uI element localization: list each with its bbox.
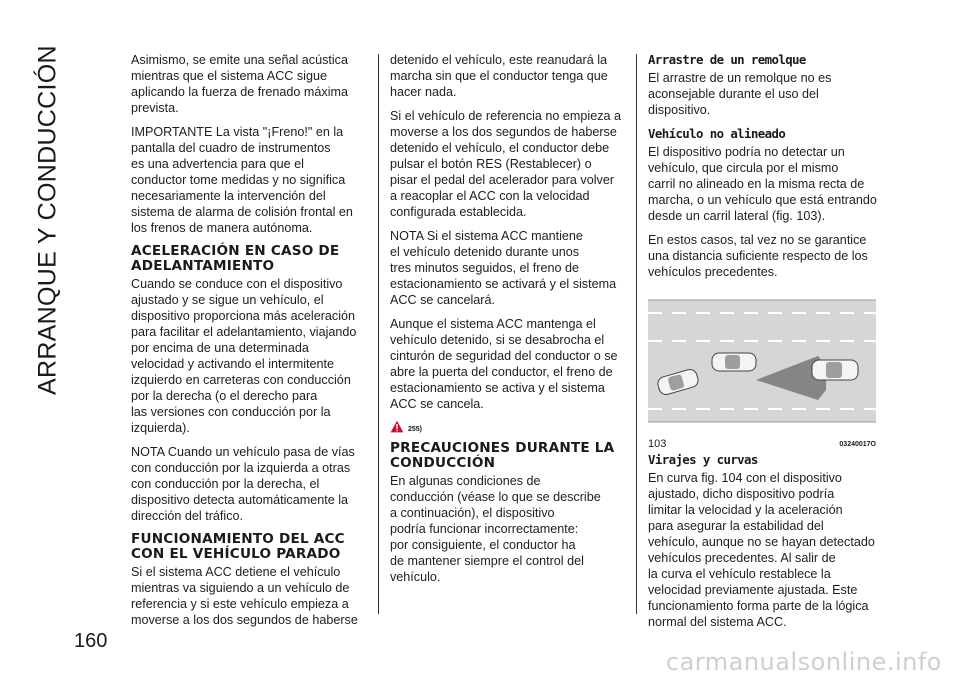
car-middle-icon: [712, 353, 756, 371]
figure-code: 03240017O: [839, 441, 876, 448]
warning-reference: 255): [408, 426, 423, 433]
paragraph: Cuando se conduce con el dispositivo ajustado y se sigue un vehículo, el dispositivo proporciona más aceleración para facilitar el adelantamiento, viajando por encima de una determinada velocidad y activando el intermitente izquierdo en carreteras con conducción por la derecha (o el derecho para las versiones con conducción por la izquierda).: [131, 277, 357, 435]
column-1: [131, 52, 367, 636]
paragraph: Si el vehículo de referencia no empieza a moverse a los dos segundos de haberse detenido el vehículo, el conductor debe pulsar el botón RES (Restablecer) o pisar el pedal del acelerador para volver a reacoplar el ACC con la velocidad configurada establecida.: [390, 109, 622, 219]
paragraph: Asimismo, se emite una señal acústica mientras que el sistema ACC sigue aplicando la fuerza de frenado máxima prevista.: [131, 53, 349, 115]
warning-note: [390, 420, 626, 433]
paragraph: El dispositivo podría no detectar un vehículo, que circula por el mismo carril no alineado en la misma recta de marcha, o un vehículo que está entrando desde un carril lateral (fig. 103).: [648, 145, 877, 223]
column-3: [648, 52, 884, 638]
column-divider: [636, 54, 637, 614]
paragraph: Aunque el sistema ACC mantenga el vehículo detenido, si se desabrocha el cinturón de seguridad del conductor o se abre la puerta del conductor, el freno de estacionamiento se activa y el sistema ACC se cancela.: [390, 317, 618, 411]
column-2: [390, 52, 626, 593]
paragraph: IMPORTANTE La vista "¡Freno!" en la pantalla del cuadro de instrumentos es una advertencia para que el conductor tome medidas y no significa necesariamente la intervención del sistema de alarma de colisión frontal en los frenos de manera autónoma.: [131, 125, 353, 235]
road-illustration: [648, 292, 876, 437]
subheading-trailer: Arrastre de un remolque: [648, 52, 806, 67]
heading-overtaking: ACELERACIÓN EN CASO DE ADELANTAMIENTO: [131, 243, 340, 274]
figure-number: 103: [648, 438, 667, 450]
section-title: ARRANQUE Y CONDUCCIÓN: [33, 45, 62, 395]
warning-triangle-icon: [390, 420, 404, 433]
paragraph: El arrastre de un remolque no es aconsejable durante el uso del dispositivo.: [648, 71, 832, 117]
figure-misaligned-vehicle: [648, 292, 876, 452]
paragraph: En curva fig. 104 con el dispositivo ajustado, dicho dispositivo podría limitar la velocidad y la aceleración para asegurar la estabilidad del vehículo, aunque no se hayan detectado vehículos precedentes. Al salir de la curva el vehículo restablece la velocidad previamente ajustada. Este funcionamiento forma parte de la lógica normal del sistema ACC.: [648, 471, 875, 629]
page-number: 160: [74, 630, 108, 652]
watermark-logo: carmanualsonline.info: [665, 648, 942, 676]
paragraph: En algunas condiciones de conducción (véase lo que se describe a continuación), el dispositivo podría funcionar incorrectamente: por consiguiente, el conductor ha de mantener siempre el control del vehículo.: [390, 474, 601, 584]
paragraph: NOTA Si el sistema ACC mantiene el vehículo detenido durante unos tres minutos seguidos, el freno de estacionamiento se activará y el sistema ACC se cancelará.: [390, 229, 617, 307]
paragraph: En estos casos, tal vez no se garantice una distancia suficiente respecto de los vehículos precedentes.: [648, 233, 868, 279]
paragraph: NOTA Cuando un vehículo pasa de vías con conducción por la izquierda a otras con conducción por la derecha, el dispositivo detecta automáticamente la dirección del tráfico.: [131, 445, 355, 523]
paragraph: detenido el vehículo, este reanudará la marcha sin que el conductor tenga que hacer nada.: [390, 53, 608, 99]
car-front-icon: [812, 360, 858, 380]
paragraph: Si el sistema ACC detiene el vehículo mientras va siguiendo a un vehículo de referencia y si este vehículo empieza a moverse a los dos segundos de haberse: [131, 565, 358, 627]
column-divider: [378, 54, 379, 614]
heading-stopped-vehicle: FUNCIONAMIENTO DEL ACC CON EL VEHÍCULO PARADO: [131, 531, 345, 562]
subheading-misaligned-vehicle: Vehículo no alineado: [648, 126, 786, 141]
heading-precautions: PRECAUCIONES DURANTE LA CONDUCCIÓN: [390, 440, 615, 471]
subheading-curves: Virajes y curvas: [648, 452, 758, 467]
